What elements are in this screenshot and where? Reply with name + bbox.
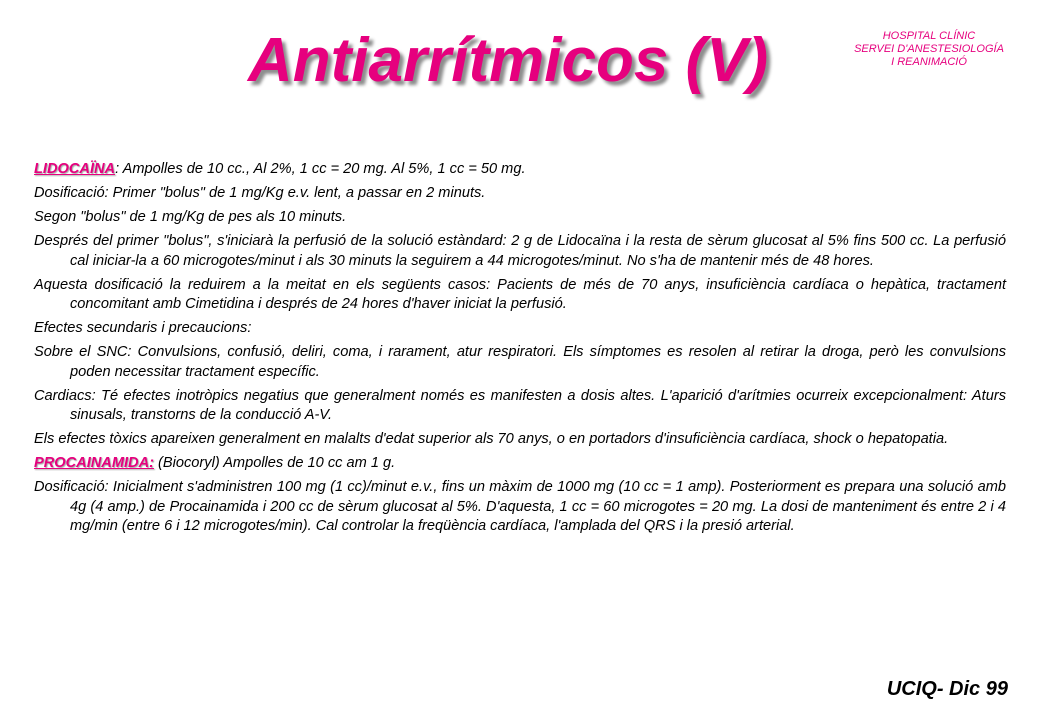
cns-effects: Sobre el SNC: Convulsions, confusió, deliri, coma, i rarament, atur respiratori. Els símptomes es resolen al retirar la droga, però les convulsions poden necessitar tractament específic. <box>34 344 1006 380</box>
department-subname: I REANIMACIÓ <box>891 56 967 68</box>
procainamide-ampoules-text: (Biocoryl) Ampolles de 10 cc am 1 g. <box>154 455 396 472</box>
slide-footer: UCIQ- Dic 99 <box>886 678 1008 700</box>
slide-title: Antiarrítmicos (V) <box>248 26 769 95</box>
toxic-effects: Els efectes tòxics apareixen generalment en malalts d'edat superior als 70 anys, o en portadors d'insuficiència cardíaca, shock o hepatopatia. <box>34 431 949 448</box>
drug-name-lidocaine: LIDOCAÏNA <box>34 161 116 177</box>
lidocaine-dose-reduction: Aquesta dosificació la reduirem a la meitat en els següents casos: Pacients de més de 70 anys, insuficiència cardíaca o hepàtica, tractament concomitant amb Cimetidina i després de 24 hores d'haver iniciat la perfusió. <box>34 276 1006 313</box>
slide-body <box>34 160 1006 541</box>
department-name: SERVEI D'ANESTESIOLOGÍA <box>854 43 1004 55</box>
hospital-name: HOSPITAL CLÍNIC <box>882 30 976 42</box>
drug-name-procainamide: PROCAINAMIDA: <box>34 455 154 472</box>
procainamide-paragraph <box>34 454 1006 474</box>
procainamide-dosage: Dosificació: Inicialment s'administren 100 mg (1 cc)/minut e.v., fins un màxim de 1000 mg (10 cc = 1 amp). Posteriorment es prepara una solució amb 4g (4 amp.) de Procainamida i 200 cc de sèrum glucosat al 5%. D'aquesta, 1 cc = 60 microgotes = 20 mg. La dosi de manteniment és entre 2 i 4 mg/min (entre 6 i 12 microgotes/min). Cal controlar la freqüència cardíaca, l'amplada del QRS i la presió arterial. <box>34 479 1006 535</box>
side-effects-heading: Efectes secundaris i precaucions: <box>34 320 252 337</box>
cardiac-effects: Cardiacs: Té efectes inotròpics negatius que generalment només es manifesten a dosis altes. L'aparició d'arítmies ocurreix excepcionalment: Aturs sinusals, transtorns de la conducció A-V. <box>34 387 1006 424</box>
lidocaine-ampoules-text: : Ampolles de 10 cc., Al 2%, 1 cc = 20 mg. Al 5%, 1 cc = 50 mg. <box>115 161 526 177</box>
lidocaine-second-bolus: Segon "bolus" de 1 mg/Kg de pes als 10 minuts. <box>34 208 347 225</box>
lidocaine-dosage-first-bolus: Dosificació: Primer "bolus" de 1 mg/Kg e.v. lent, a passar en 2 minuts. <box>34 184 486 201</box>
hospital-header <box>820 30 1038 69</box>
lidocaine-paragraph <box>34 160 1006 180</box>
lidocaine-infusion: Després del primer "bolus", s'iniciarà la perfusió de la solució estàndard: 2 g de Lidocaïna i la resta de sèrum glucosat al 5% fins 500 cc. La perfusió cal iniciar-la a 60 microgotes/minut i als 30 minuts la seguirem a 44 microgotes/minut. No s'ha de mantenir més de 48 hores. <box>34 232 1006 269</box>
